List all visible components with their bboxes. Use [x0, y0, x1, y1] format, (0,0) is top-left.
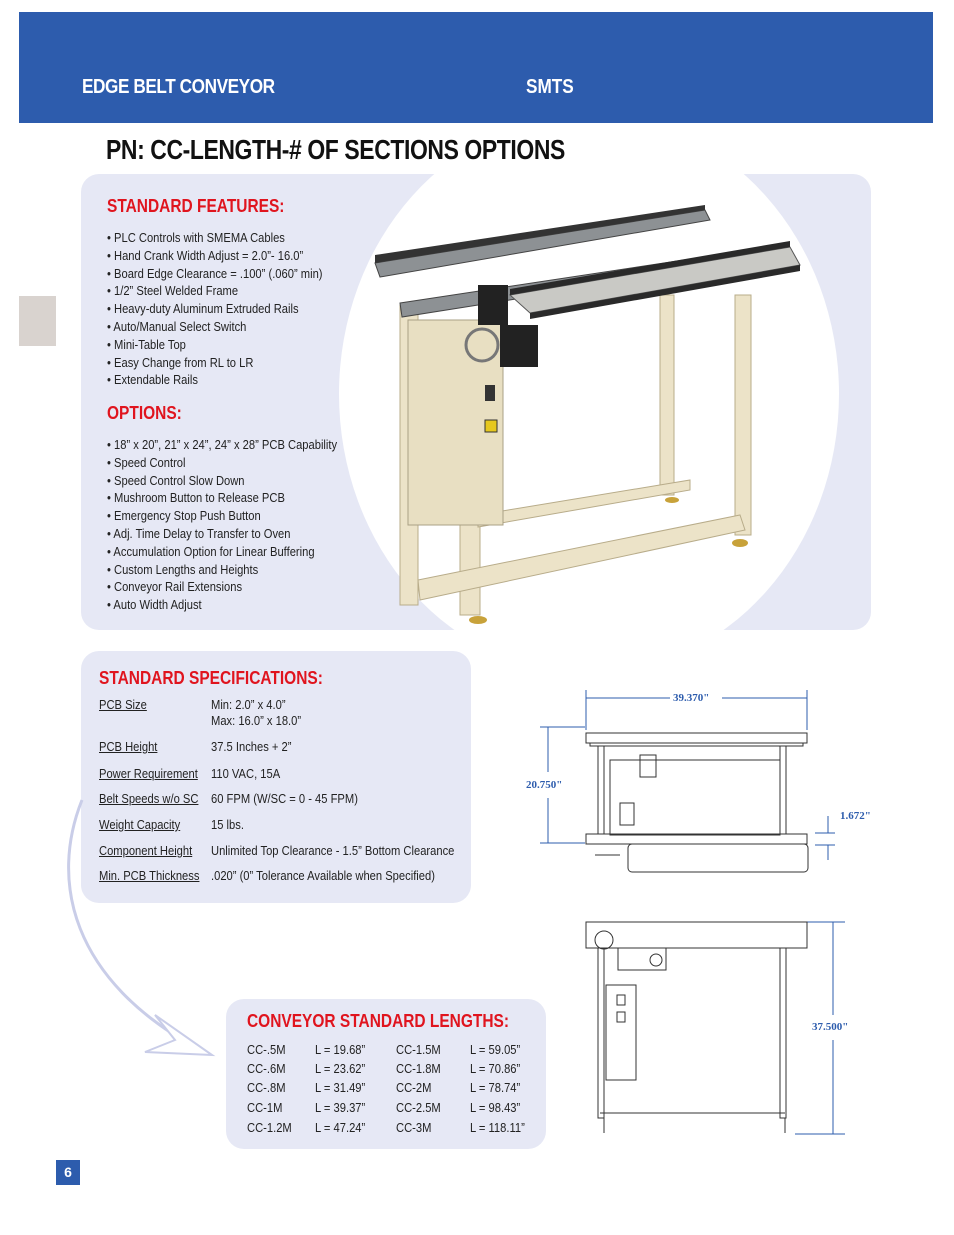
list-item: • Board Edge Clearance = .100” (.060” min) [107, 265, 323, 281]
list-item: • Heavy-duty Aluminum Extruded Rails [107, 301, 299, 317]
list-item: • Accumulation Option for Linear Buffering [107, 543, 315, 559]
length-model: CC-1.5M [396, 1042, 441, 1057]
spec-value: .020” (0” Tolerance Available when Specified) [211, 868, 435, 883]
dimension-height-top: 20.750" [526, 779, 563, 791]
options-title: OPTIONS: [107, 403, 182, 423]
spec-value: 110 VAC, 15A [211, 766, 281, 781]
list-item: • 1/2” Steel Welded Frame [107, 283, 239, 299]
page-number: 6 [56, 1160, 80, 1185]
list-item: • Conveyor Rail Extensions [107, 579, 243, 595]
spec-value: Max: 16.0” x 18.0” [211, 713, 302, 728]
list-item: • Mini-Table Top [107, 336, 186, 352]
list-item: • Speed Control [107, 454, 186, 470]
options-list [107, 436, 337, 614]
standard-features-list [107, 229, 323, 389]
length-value: L = 98.43” [470, 1100, 521, 1115]
list-item: • Easy Change from RL to LR [107, 354, 254, 370]
length-model: CC-.8M [247, 1080, 286, 1095]
spec-label: Component Height [99, 843, 193, 858]
header-title-right: SMTS [526, 76, 574, 98]
list-item: • Emergency Stop Push Button [107, 508, 261, 524]
length-model: CC-2M [396, 1080, 432, 1095]
spec-value: Min: 2.0” x 4.0” [211, 697, 286, 712]
dimension-height-front: 37.500" [812, 1021, 849, 1033]
list-item: • Speed Control Slow Down [107, 472, 245, 488]
dimension-width: 39.370" [673, 692, 710, 704]
length-value: L = 31.49” [315, 1080, 366, 1095]
list-item: • Mushroom Button to Release PCB [107, 490, 285, 506]
spec-value: 37.5 Inches + 2” [211, 739, 292, 754]
length-value: L = 78.74” [470, 1080, 521, 1095]
spec-label: Power Requirement [99, 766, 198, 781]
lengths-title: CONVEYOR STANDARD LENGTHS: [247, 1011, 510, 1031]
specifications-title: STANDARD SPECIFICATIONS: [99, 668, 323, 688]
spec-label: Min. PCB Thickness [99, 868, 200, 883]
side-tab [19, 296, 56, 346]
length-model: CC-1.2M [247, 1120, 292, 1135]
length-model: CC-.5M [247, 1042, 286, 1057]
list-item: • Auto/Manual Select Switch [107, 318, 247, 334]
header-banner [19, 12, 933, 123]
spec-label: Belt Speeds w/o SC [99, 791, 199, 806]
spec-value: 15 lbs. [211, 817, 244, 832]
length-value: L = 59.05” [470, 1042, 521, 1057]
list-item: • Auto Width Adjust [107, 597, 202, 613]
list-item: • 18” x 20”, 21” x 24”, 24” x 28” PCB Capability [107, 437, 338, 452]
spec-label: PCB Size [99, 697, 147, 712]
length-model: CC-1.8M [396, 1061, 441, 1076]
length-model: CC-1M [247, 1100, 283, 1115]
length-value: L = 23.62” [315, 1061, 366, 1076]
length-value: L = 47.24” [315, 1120, 366, 1135]
list-item: • Extendable Rails [107, 372, 198, 388]
length-value: L = 19.68” [315, 1042, 366, 1057]
list-item: • Adj. Time Delay to Transfer to Oven [107, 525, 291, 541]
header-title-left: EDGE BELT CONVEYOR [82, 76, 275, 98]
list-item: • Hand Crank Width Adjust = 2.0”- 16.0” [107, 247, 304, 263]
length-value: L = 39.37” [315, 1100, 366, 1115]
conveyor-photo [360, 185, 820, 635]
page-title: PN: CC-LENGTH-# OF SECTIONS OPTIONS [106, 134, 565, 165]
list-item: • PLC Controls with SMEMA Cables [107, 230, 285, 245]
length-model: CC-.6M [247, 1061, 286, 1076]
dimension-rail: 1.672" [840, 810, 871, 822]
length-value: L = 118.11” [470, 1120, 525, 1135]
standard-features-title: STANDARD FEATURES: [107, 196, 285, 216]
list-item: • Custom Lengths and Heights [107, 561, 259, 577]
spec-label: Weight Capacity [99, 817, 181, 832]
length-model: CC-2.5M [396, 1100, 441, 1115]
length-model: CC-3M [396, 1120, 432, 1135]
spec-value: 60 FPM (W/SC = 0 - 45 FPM) [211, 791, 358, 806]
spec-value: Unlimited Top Clearance - 1.5” Bottom Clearance [211, 843, 455, 858]
spec-label: PCB Height [99, 739, 158, 754]
length-value: L = 70.86” [470, 1061, 521, 1076]
